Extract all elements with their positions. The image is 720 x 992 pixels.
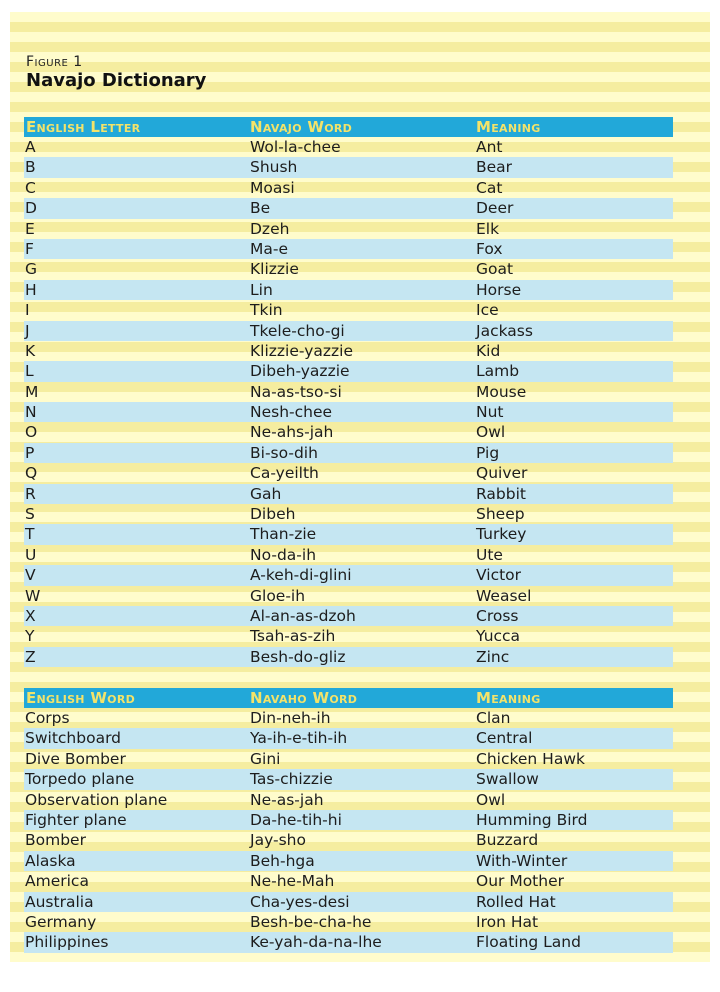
table-row bbox=[24, 524, 673, 544]
english-cell: Switchboard bbox=[25, 729, 122, 748]
meaning-cell: Nut bbox=[476, 403, 504, 422]
meaning-cell: Kid bbox=[476, 341, 501, 360]
navajo-cell: Din-neh-ih bbox=[250, 709, 331, 727]
table-header-row bbox=[24, 117, 673, 137]
figure-title: Navajo Dictionary bbox=[26, 70, 207, 91]
meaning-cell: Rabbit bbox=[476, 484, 526, 503]
navajo-cell: Klizzie bbox=[250, 260, 299, 279]
meaning-cell: Clan bbox=[476, 709, 511, 727]
table-row bbox=[24, 626, 673, 646]
navajo-cell: Ne-as-jah bbox=[250, 790, 324, 809]
english-cell: G bbox=[25, 260, 38, 279]
meaning-cell: Humming Bird bbox=[476, 810, 588, 829]
column-header: Navajo Word bbox=[250, 118, 353, 136]
table-row bbox=[24, 463, 673, 483]
navajo-cell: Gini bbox=[250, 749, 281, 768]
meaning-cell: Owl bbox=[476, 423, 506, 442]
meaning-cell: Cat bbox=[476, 178, 503, 197]
english-cell: Australia bbox=[25, 892, 94, 911]
meaning-cell: Ice bbox=[476, 301, 499, 320]
english-cell: Alaska bbox=[25, 851, 76, 870]
table-row bbox=[24, 647, 673, 667]
table-row bbox=[24, 830, 673, 850]
navajo-cell: Ke-yah-da-na-lhe bbox=[250, 933, 382, 952]
table-row bbox=[24, 545, 673, 565]
english-cell: F bbox=[25, 239, 34, 258]
meaning-cell: Goat bbox=[476, 260, 514, 279]
meaning-cell: Sheep bbox=[476, 505, 525, 524]
table-row bbox=[24, 708, 673, 728]
table-row bbox=[24, 198, 673, 218]
meaning-cell: Rolled Hat bbox=[476, 892, 556, 911]
table-row bbox=[24, 219, 673, 239]
meaning-cell: With-Winter bbox=[476, 851, 568, 870]
meaning-cell: Weasel bbox=[476, 586, 532, 605]
table-row bbox=[24, 402, 673, 422]
column-header: Meaning bbox=[476, 689, 541, 707]
table-header-row bbox=[24, 688, 673, 708]
meaning-cell: Elk bbox=[476, 219, 500, 238]
table-row bbox=[24, 484, 673, 504]
navajo-cell: Tas-chizzie bbox=[250, 770, 333, 789]
table-row bbox=[24, 810, 673, 830]
table-row bbox=[24, 178, 673, 198]
meaning-cell: Fox bbox=[476, 239, 503, 258]
navajo-cell: Be bbox=[250, 199, 271, 218]
meaning-cell: Pig bbox=[476, 443, 500, 462]
meaning-cell: Our Mother bbox=[476, 872, 564, 891]
english-cell: Fighter plane bbox=[25, 810, 127, 829]
navajo-cell: Gah bbox=[250, 484, 282, 503]
table-row bbox=[24, 300, 673, 320]
english-cell: Corps bbox=[25, 709, 70, 727]
meaning-cell: Victor bbox=[476, 566, 522, 585]
english-cell: X bbox=[25, 606, 36, 625]
table-row bbox=[24, 790, 673, 810]
meaning-cell: Turkey bbox=[476, 525, 527, 544]
english-cell: N bbox=[25, 403, 37, 422]
english-cell: V bbox=[25, 566, 36, 585]
table-row bbox=[24, 259, 673, 279]
navajo-cell: Bi-so-dih bbox=[250, 443, 318, 462]
meaning-cell: Buzzard bbox=[476, 831, 539, 850]
english-cell: Bomber bbox=[25, 831, 86, 850]
navajo-cell: Ca-yeilth bbox=[250, 464, 319, 483]
navajo-cell: Than-zie bbox=[250, 525, 317, 544]
navajo-cell: Nesh-chee bbox=[250, 403, 333, 422]
english-cell: W bbox=[25, 586, 41, 605]
meaning-cell: Iron Hat bbox=[476, 912, 539, 931]
english-cell: E bbox=[25, 219, 35, 238]
table-row bbox=[24, 749, 673, 769]
meaning-cell: Swallow bbox=[476, 770, 539, 789]
english-cell: T bbox=[25, 525, 35, 544]
meaning-cell: Deer bbox=[476, 199, 514, 218]
english-cell: B bbox=[25, 158, 36, 177]
english-cell: M bbox=[25, 382, 39, 401]
english-cell: Observation plane bbox=[25, 790, 168, 809]
navajo-cell: Gloe-ih bbox=[250, 586, 306, 605]
meaning-cell: Jackass bbox=[476, 321, 533, 340]
english-cell: America bbox=[25, 872, 89, 891]
table-row bbox=[24, 157, 673, 177]
navajo-cell: Da-he-tih-hi bbox=[250, 810, 342, 829]
english-cell: U bbox=[25, 545, 37, 564]
table-row bbox=[24, 137, 673, 157]
table-row bbox=[24, 341, 673, 361]
meaning-cell: Horse bbox=[476, 280, 522, 299]
meaning-cell: Quiver bbox=[476, 464, 528, 483]
table-row bbox=[24, 280, 673, 300]
navajo-cell: Ya-ih-e-tih-ih bbox=[250, 729, 348, 748]
english-cell: Dive Bomber bbox=[25, 749, 126, 768]
english-cell: L bbox=[25, 362, 34, 381]
table-row bbox=[24, 606, 673, 626]
table-row bbox=[24, 851, 673, 871]
table-row bbox=[24, 504, 673, 524]
navajo-cell: Ma-e bbox=[250, 239, 289, 258]
words-table bbox=[24, 688, 673, 953]
navajo-cell: Ne-he-Mah bbox=[250, 872, 335, 891]
navajo-cell: No-da-ih bbox=[250, 545, 317, 564]
english-cell: O bbox=[25, 423, 38, 442]
meaning-cell: Lamb bbox=[476, 362, 520, 381]
navajo-cell: Tkin bbox=[250, 301, 283, 320]
meaning-cell: Bear bbox=[476, 158, 513, 177]
english-cell: H bbox=[25, 280, 37, 299]
navajo-cell: Na-as-tso-si bbox=[250, 382, 342, 401]
letters-table bbox=[24, 117, 673, 667]
navajo-cell: Shush bbox=[250, 158, 298, 177]
english-cell: Germany bbox=[25, 912, 97, 931]
english-cell: C bbox=[25, 178, 36, 197]
table-row bbox=[24, 586, 673, 606]
meaning-cell: Mouse bbox=[476, 382, 527, 401]
meaning-cell: Zinc bbox=[476, 647, 510, 666]
table-row bbox=[24, 443, 673, 463]
navajo-cell: Moasi bbox=[250, 178, 295, 197]
table-row bbox=[24, 565, 673, 585]
english-cell: Y bbox=[25, 627, 35, 646]
navajo-cell: Beh-hga bbox=[250, 851, 315, 870]
navajo-cell: Besh-be-cha-he bbox=[250, 912, 372, 931]
navajo-cell: Dibeh-yazzie bbox=[250, 362, 350, 381]
english-cell: S bbox=[25, 505, 35, 524]
column-header: English Letter bbox=[26, 118, 141, 136]
meaning-cell: Ant bbox=[476, 138, 503, 156]
table-row bbox=[24, 321, 673, 341]
english-cell: I bbox=[25, 301, 30, 320]
meaning-cell: Floating Land bbox=[476, 933, 581, 952]
meaning-cell: Cross bbox=[476, 606, 519, 625]
navajo-cell: Besh-do-gliz bbox=[250, 647, 346, 666]
table-row bbox=[24, 871, 673, 891]
english-cell: R bbox=[25, 484, 36, 503]
navajo-cell: Al-an-as-dzoh bbox=[250, 606, 356, 625]
navajo-cell: Tsah-as-zih bbox=[250, 627, 336, 646]
table-row bbox=[24, 728, 673, 748]
navajo-cell: Lin bbox=[250, 280, 273, 299]
table-row bbox=[24, 239, 673, 259]
english-cell: D bbox=[25, 199, 37, 218]
navajo-cell: Cha-yes-desi bbox=[250, 892, 350, 911]
column-header: Meaning bbox=[476, 118, 541, 136]
table-row bbox=[24, 912, 673, 932]
table-row bbox=[24, 769, 673, 789]
english-cell: Philippines bbox=[25, 933, 109, 952]
english-cell: Z bbox=[25, 647, 36, 666]
navajo-cell: Wol-la-chee bbox=[250, 138, 341, 156]
figure-label: Figure 1 bbox=[26, 54, 83, 70]
english-cell: Q bbox=[25, 464, 38, 483]
column-header: English Word bbox=[26, 689, 136, 707]
english-cell: J bbox=[25, 321, 30, 340]
meaning-cell: Chicken Hawk bbox=[476, 749, 585, 768]
meaning-cell: Central bbox=[476, 729, 533, 748]
meaning-cell: Ute bbox=[476, 545, 503, 564]
meaning-cell: Owl bbox=[476, 790, 506, 809]
table-row bbox=[24, 892, 673, 912]
table-row bbox=[24, 422, 673, 442]
navajo-cell: Dibeh bbox=[250, 505, 296, 524]
english-cell: P bbox=[25, 443, 35, 462]
english-cell: K bbox=[25, 341, 36, 360]
table-row bbox=[24, 361, 673, 381]
meaning-cell: Yucca bbox=[476, 627, 521, 646]
table-row bbox=[24, 382, 673, 402]
english-cell: Torpedo plane bbox=[25, 770, 135, 789]
navajo-cell: Tkele-cho-gi bbox=[250, 321, 345, 340]
navajo-cell: Dzeh bbox=[250, 219, 290, 238]
column-header: Navaho Word bbox=[250, 689, 358, 707]
navajo-cell: A-keh-di-glini bbox=[250, 566, 352, 585]
english-cell: A bbox=[25, 138, 36, 156]
table-row bbox=[24, 932, 673, 952]
navajo-cell: Klizzie-yazzie bbox=[250, 341, 353, 360]
navajo-cell: Jay-sho bbox=[250, 831, 306, 850]
navajo-cell: Ne-ahs-jah bbox=[250, 423, 334, 442]
